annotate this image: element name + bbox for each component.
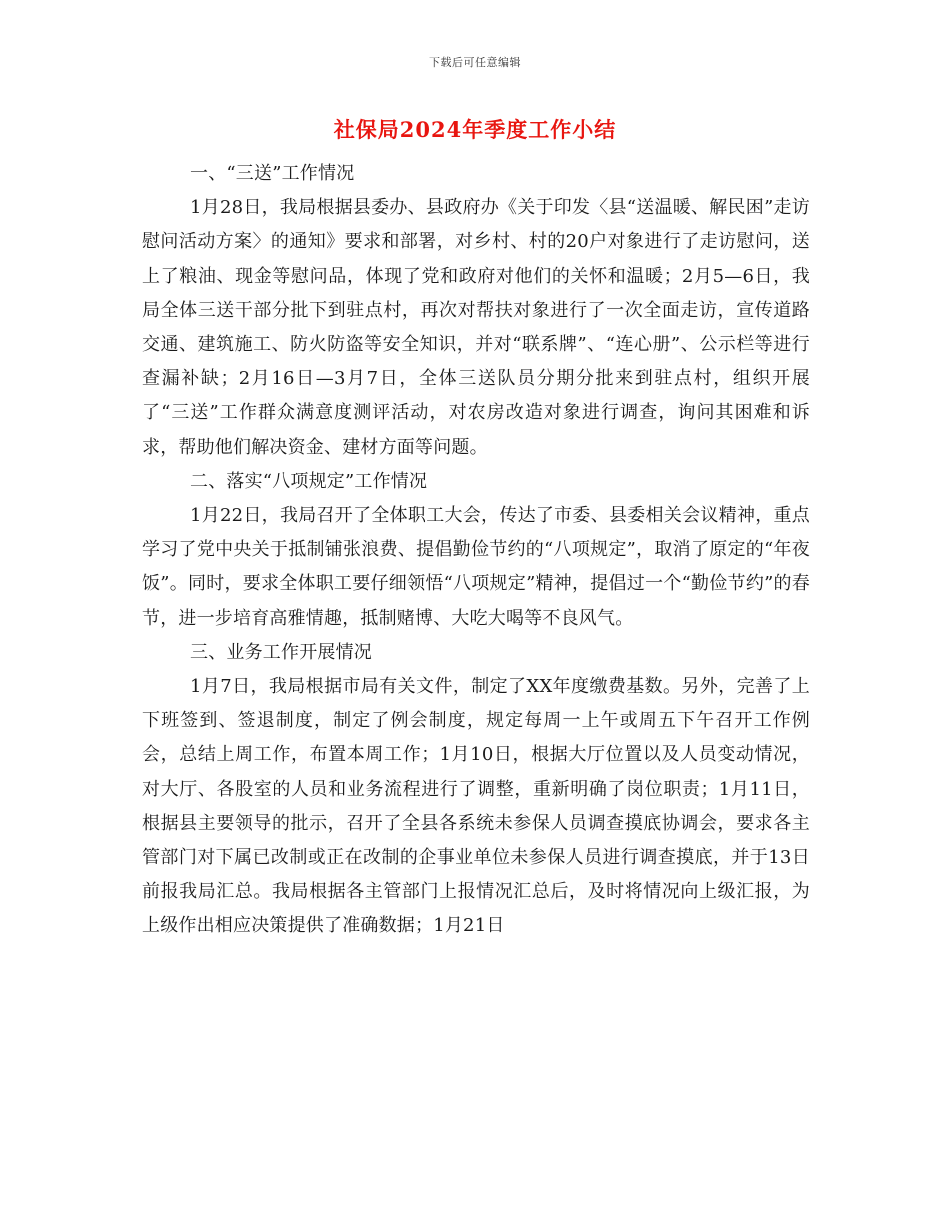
section-paragraph-2: 1月22日，我局召开了全体职工大会，传达了市委、县委相关会议精神，重点学习了党中央关于抵制铺张浪费、提倡勤俭节约的“八项规定”，取消了原定的“年夜饭”。同时，要求全体职工要仔细领悟“八项规定”精神，提倡过一个“勤俭节约”的春节，进一步培育高雅情趣，抵制赌博、大吃大喝等不良风气。: [142, 505, 810, 629]
section-heading-1: 一、“三送”工作情况: [190, 163, 355, 184]
section-paragraph-3: 1月7日，我局根据市局有关文件，制定了XX年度缴费基数。另外，完善了上下班签到、签退制度，制定了例会制度，规定每周一上午或周五下午召开工作例会，总结上周工作，布置本周工作；1月10日，根据大厅位置以及人员变动情况，对大厅、各股室的人员和业务流程进行了调整，重新明确了岗位职责；1月11日，根据县主要领导的批示，召开了全县各系统未参保人员调查摸底协调会，要求各主管部门对下属已改制或正在改制的企事业单位未参保人员进行调查摸底，并于13日前报我局汇总。我局根据各主管部门上报情况汇总后，及时将情况向上级汇报，为上级作出相应决策提供了准确数据；1月21日: [142, 676, 810, 937]
page-header-note: 下载后可任意编辑: [429, 56, 521, 69]
document-body: [142, 157, 810, 944]
document-title: 社保局2024年季度工作小结: [333, 117, 617, 142]
section-heading-3: 三、业务工作开展情况: [190, 641, 372, 663]
section-paragraph-1: 1月28日，我局根据县委办、县政府办《关于印发〈县“送温暖、解民困”走访慰问活动方案〉的通知》要求和部署，对乡村、村的20户对象进行了走访慰问，送上了粮油、现金等慰问品，体现了党和政府对他们的关怀和温暖；2月5—6日，我局全体三送干部分批下到驻点村，再次对帮扶对象进行了一次全面走访，宣传道路交通、建筑施工、防火防盗等安全知识，并对“联系牌”、“连心册”、公示栏等进行查漏补缺；2月16日—3月7日，全体三送队员分期分批来到驻点村，组织开展了“三送”工作群众满意度测评活动，对农房改造对象进行调查，询问其困难和诉求，帮助他们解决资金、建材方面等问题。: [142, 197, 810, 458]
section-heading-2: 二、落实“八项规定”工作情况: [190, 470, 428, 492]
